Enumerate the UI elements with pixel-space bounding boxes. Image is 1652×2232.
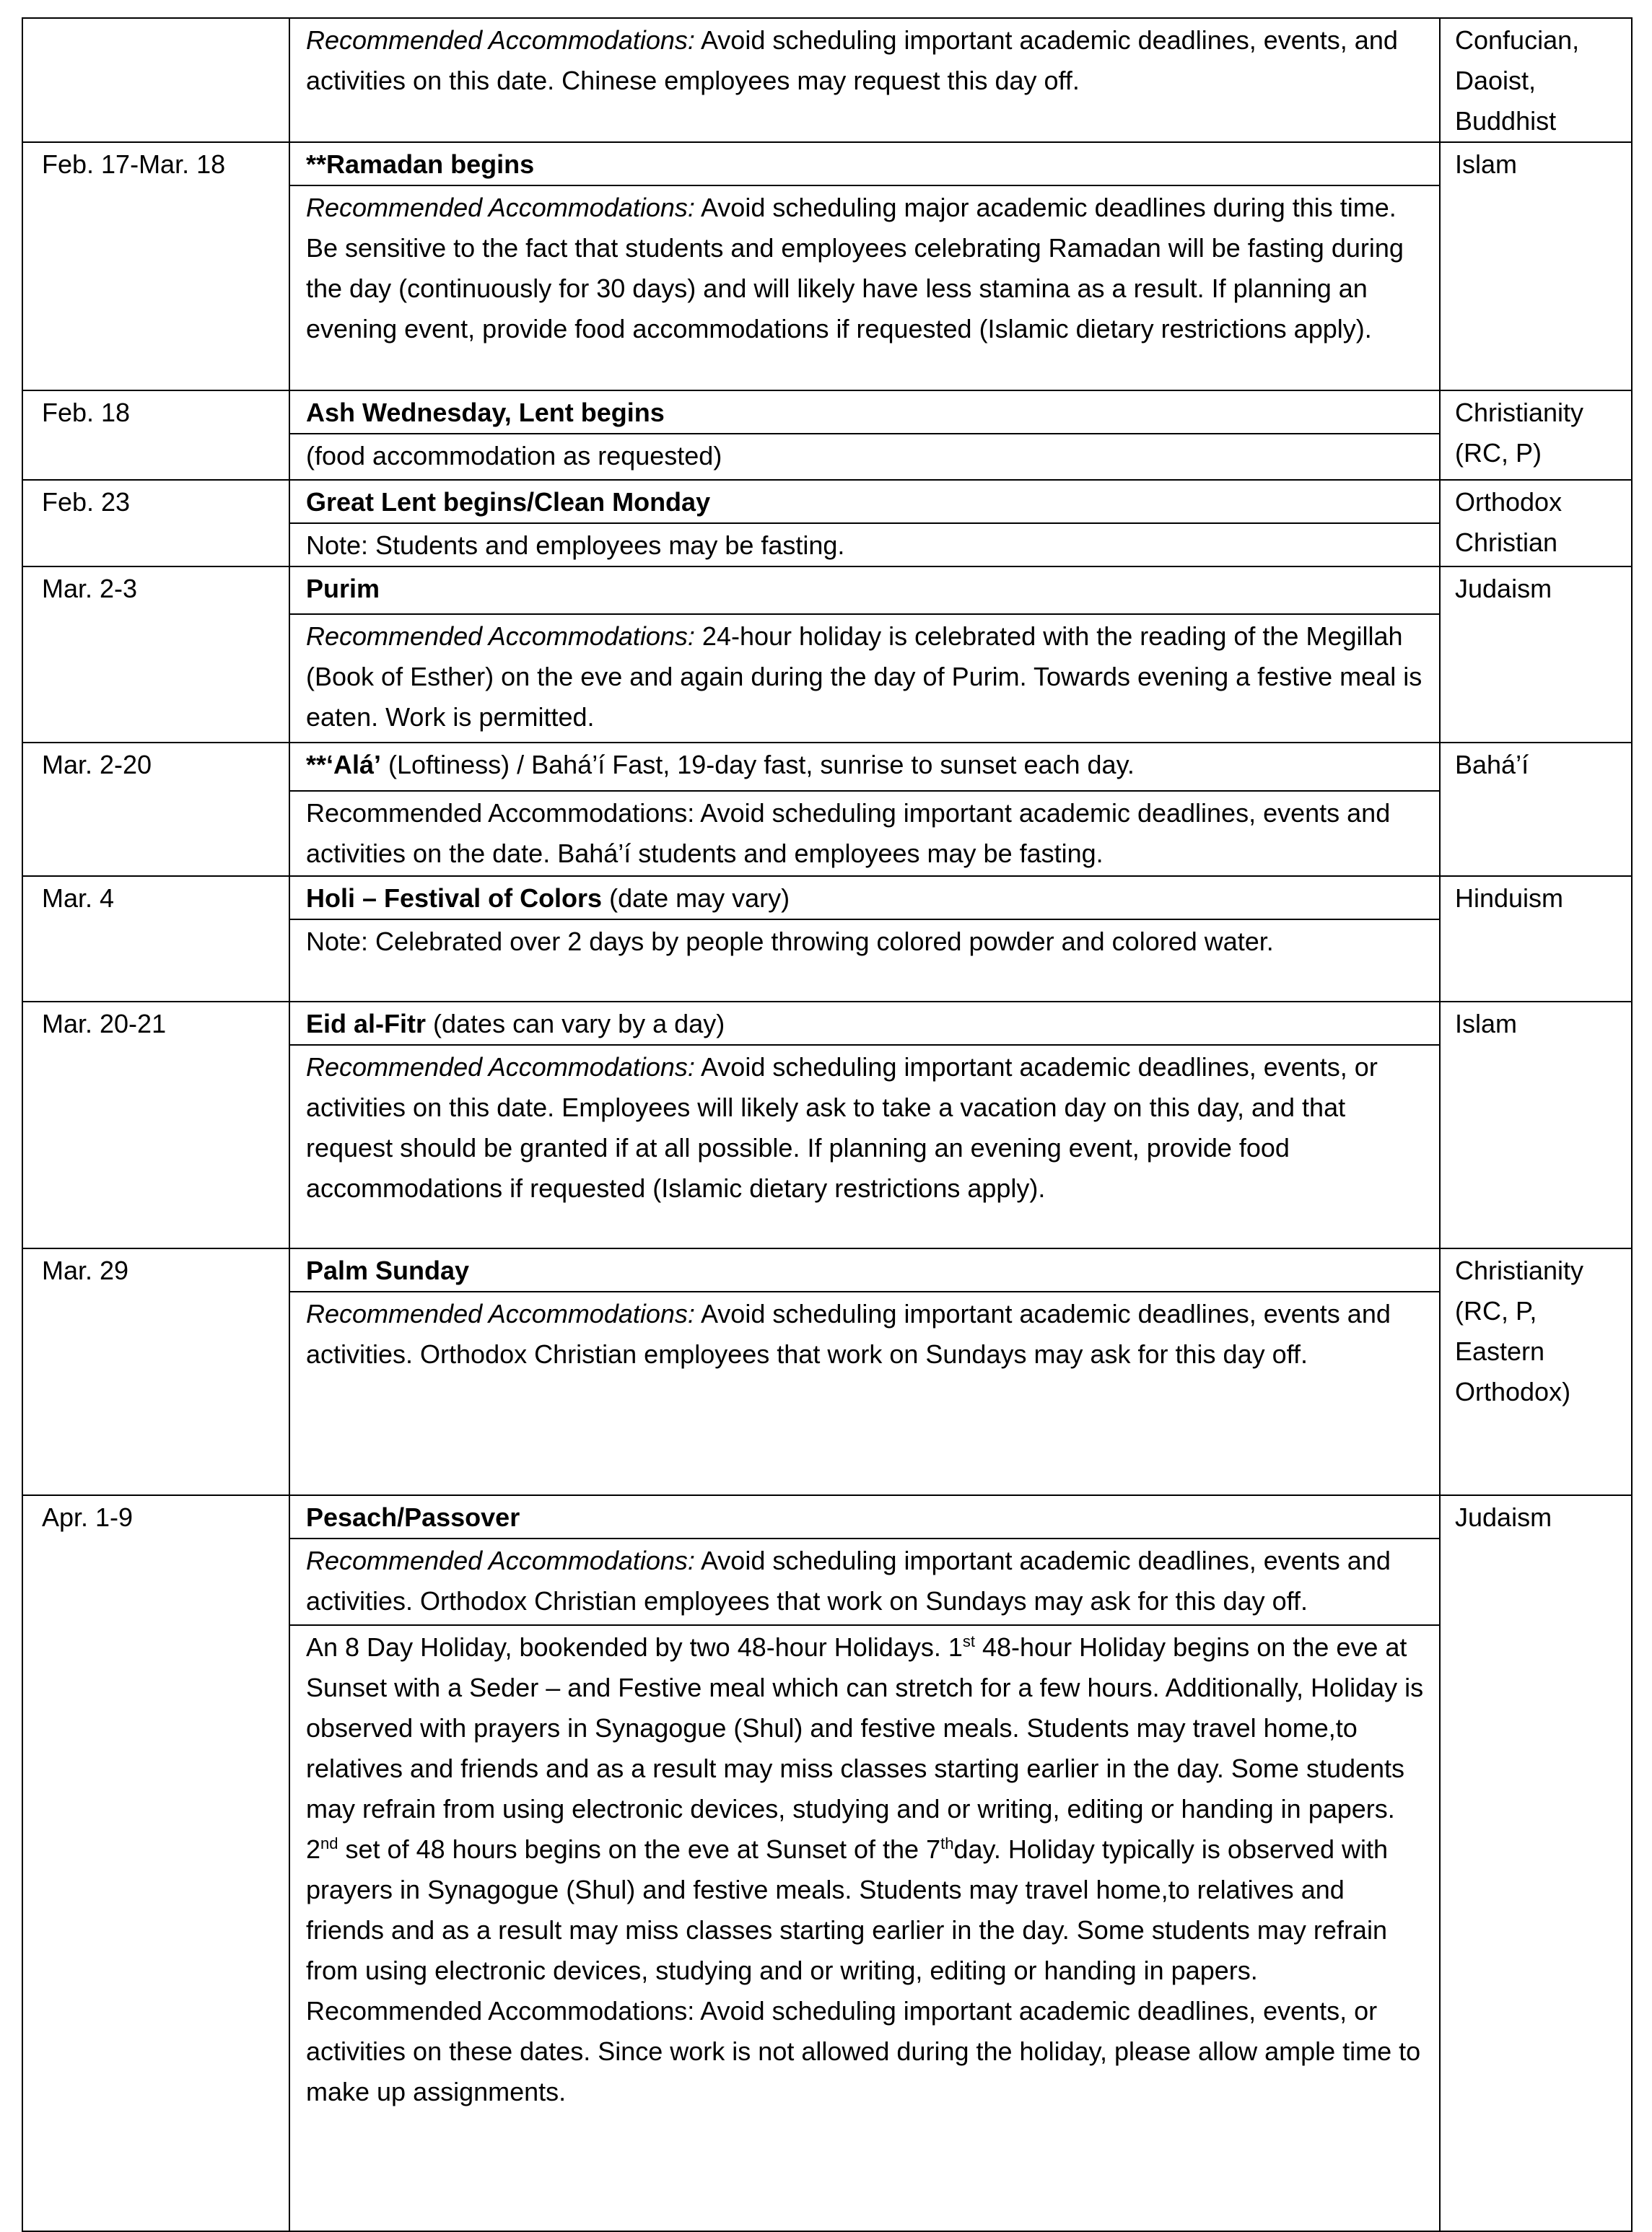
holiday-title-cell <box>289 142 1440 185</box>
date-cell: Apr. 1-9 <box>22 1495 289 2231</box>
note-label: Recommended Accommodations: <box>306 1546 695 1575</box>
note-cell <box>289 791 1440 876</box>
note-cell <box>289 1045 1440 1248</box>
note-cell <box>289 434 1440 480</box>
holiday-title-cell <box>289 876 1440 919</box>
note-cell <box>289 1292 1440 1495</box>
holiday-title-cell <box>289 390 1440 434</box>
tradition-cell: Bahá’í <box>1440 743 1632 876</box>
table-row <box>22 876 1632 919</box>
note-text: day. Holiday typically is observed with prayers in Synagogue (Shul) and festive meals. Students may travel home,to relatives and friends and as a result may miss classes starting earlier in the day. Some students may refrain from using electronic devices, studying and or writing, editing or handing in papers. Recommended Accommodations: Avoid scheduling important academic deadlines, events, or activities on these dates. Since work is not allowed during the holiday, please allow ample time to make up assignments. <box>306 1834 1421 2106</box>
holiday-calendar-table <box>22 17 1633 2232</box>
note-text: An 8 Day Holiday, bookended by two 48-hour Holidays. 1 <box>306 1632 963 1662</box>
date-cell: Feb. 17-Mar. 18 <box>22 142 289 390</box>
note-text: Avoid scheduling important academic deadlines, events, and activities on this date. Chinese employees may request this day off. <box>306 25 1398 95</box>
note-text: Avoid scheduling important academic deadlines, events, or activities on this date. Employees will likely ask to take a vacation day on this day, and that request should be granted if at all possible. If planning an evening event, provide food accommodations if requested (Islamic dietary restrictions apply). <box>306 1052 1378 1203</box>
date-cell: Mar. 2-3 <box>22 566 289 743</box>
note-cell <box>289 1625 1440 2231</box>
holiday-title-cell <box>289 566 1440 614</box>
note-cell <box>289 919 1440 1002</box>
table-row <box>22 18 1632 142</box>
table-row <box>22 480 1632 523</box>
date-cell: Feb. 23 <box>22 480 289 566</box>
ordinal-suffix: th <box>940 1834 954 1852</box>
note-text: 24-hour holiday is celebrated with the reading of the Megillah (Book of Esther) on the eve and again during the day of Purim. Towards evening a festive meal is eaten. Work is permitted. <box>306 621 1422 732</box>
table-row <box>22 1495 1632 1539</box>
tradition-cell: Christianity (RC, P) <box>1440 390 1632 480</box>
holiday-title: Pesach/Passover <box>306 1502 520 1532</box>
note-text: Note: Celebrated over 2 days by people throwing colored powder and colored water. <box>306 927 1274 956</box>
table-row <box>22 142 1632 185</box>
note-label: Recommended Accommodations: <box>306 1299 695 1329</box>
ordinal-suffix: st <box>962 1632 975 1650</box>
holiday-title-cell <box>289 1495 1440 1539</box>
holiday-title: Ash Wednesday, Lent begins <box>306 398 665 427</box>
note-text: (food accommodation as requested) <box>306 441 722 471</box>
note-text: Recommended Accommodations: Avoid scheduling important academic deadlines, events and activities on the date. Bahá’í students and employees may be fasting. <box>306 798 1391 868</box>
date-cell: Mar. 4 <box>22 876 289 1002</box>
tradition-cell: Christianity (RC, P, Eastern Orthodox) <box>1440 1248 1632 1495</box>
holiday-title: Palm Sunday <box>306 1256 470 1285</box>
date-cell: Mar. 29 <box>22 1248 289 1495</box>
holiday-title: Great Lent begins/Clean Monday <box>306 487 711 517</box>
holiday-title: **‘Alá’ <box>306 750 382 779</box>
tradition-cell: Orthodox Christian <box>1440 480 1632 566</box>
tradition-cell: Hinduism <box>1440 876 1632 1002</box>
table-row <box>22 1002 1632 1045</box>
note-text: Avoid scheduling major academic deadlines during this time. Be sensitive to the fact that students and employees celebrating Ramadan will be fasting during the day (continuously for 30 days) and will likely have less stamina as a result. If planning an evening event, provide food accommodations if requested (Islamic dietary restrictions apply). <box>306 193 1404 343</box>
date-cell <box>22 18 289 142</box>
holiday-title-cell <box>289 480 1440 523</box>
tradition-cell: Islam <box>1440 142 1632 390</box>
ordinal-suffix: nd <box>320 1834 338 1852</box>
table-row <box>22 1248 1632 1292</box>
note-label: Recommended Accommodations: <box>306 1052 695 1082</box>
note-text: set of 48 hours begins on the eve at Sunset of the 7 <box>338 1834 941 1864</box>
date-cell: Mar. 2-20 <box>22 743 289 876</box>
tradition-cell: Islam <box>1440 1002 1632 1248</box>
holiday-title: Purim <box>306 574 380 603</box>
note-text: 48-hour Holiday begins on the eve at Sunset with a Seder – and Festive meal which can stretch for a few hours. Additionally, Holiday is observed with prayers in Synagogue (Shul) and festive meals. Students may travel home,to relatives and friends and as a result may miss classes starting earlier in the day. Some students may refrain from using electronic devices, studying and or writing, editing or handing in papers. 2 <box>306 1632 1424 1864</box>
holiday-title-rest: (Loftiness) / Bahá’í Fast, 19-day fast, sunrise to sunset each day. <box>381 750 1135 779</box>
holiday-title-rest: (dates can vary by a day) <box>426 1009 725 1038</box>
holiday-title: Holi – Festival of Colors <box>306 883 603 913</box>
holiday-title-cell <box>289 743 1440 791</box>
note-label: Recommended Accommodations: <box>306 193 695 222</box>
note-label: Recommended Accommodations: <box>306 25 695 55</box>
table-row <box>22 390 1632 434</box>
note-text: Note: Students and employees may be fasting. <box>306 530 845 560</box>
note-cell <box>289 523 1440 566</box>
note-cell <box>289 185 1440 390</box>
table-row <box>22 743 1632 791</box>
tradition-cell: Judaism <box>1440 566 1632 743</box>
table-row <box>22 566 1632 614</box>
holiday-title-cell <box>289 1248 1440 1292</box>
holiday-title-cell <box>289 1002 1440 1045</box>
note-text: Avoid scheduling important academic deadlines, events and activities. Orthodox Christian employees that work on Sundays may ask for this day off. <box>306 1546 1391 1616</box>
note-cell <box>289 18 1440 142</box>
note-text: Avoid scheduling important academic deadlines, events and activities. Orthodox Christian employees that work on Sundays may ask for this day off. <box>306 1299 1391 1369</box>
holiday-title: **Ramadan begins <box>306 149 535 179</box>
note-cell <box>289 1539 1440 1625</box>
date-cell: Feb. 18 <box>22 390 289 480</box>
note-label: Recommended Accommodations: <box>306 621 695 651</box>
tradition-cell: Confucian, Daoist, Buddhist <box>1440 18 1632 142</box>
date-cell: Mar. 20-21 <box>22 1002 289 1248</box>
note-cell <box>289 614 1440 743</box>
holiday-title-rest: (date may vary) <box>602 883 790 913</box>
tradition-cell: Judaism <box>1440 1495 1632 2231</box>
holiday-title: Eid al-Fitr <box>306 1009 427 1038</box>
